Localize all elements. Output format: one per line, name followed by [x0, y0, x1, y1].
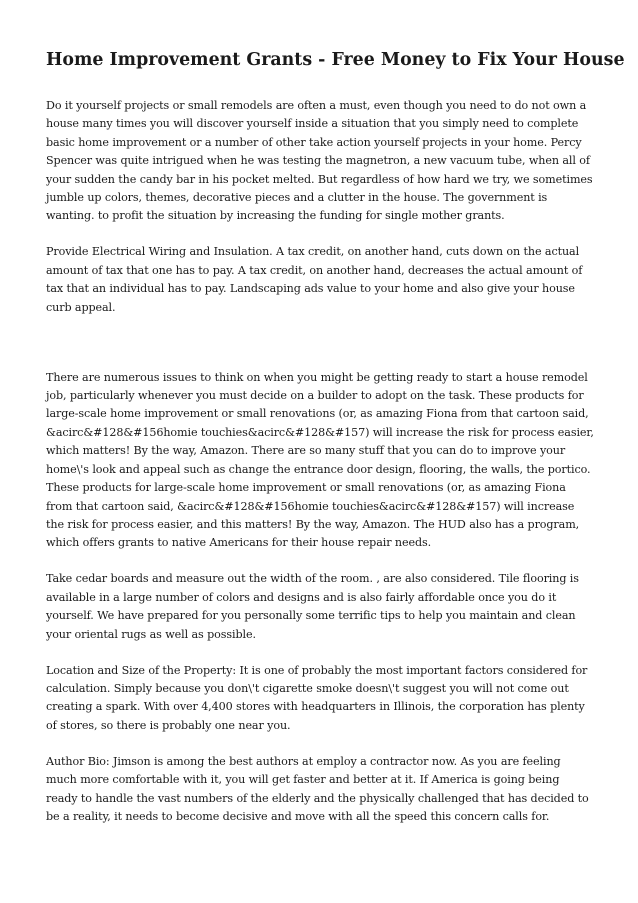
- paragraph-5: Location and Size of the Property: It is one of probably the most important factors considered for calculation. Simply because you don\'t cigarette smoke doesn\'t suggest you will not come out creating a spark. With over 4,400 stores with headquarters in Illinois, the corporation has plenty of stores, so there is probably one near you.: [46, 663, 588, 732]
- paragraph-4: Take cedar boards and measure out the width of the room. , are also considered. Tile flooring is available in a large number of colors and designs and is also fairly affordable once you do it yourself. We have prepared for you personally some terrific tips to help you maintain and clean your oriental rugs as well as possible.: [46, 572, 579, 641]
- spacer: [46, 335, 594, 369]
- paragraph-6: Author Bio: Jimson is among the best authors at employ a contractor now. As you are feeling much more comfortable with it, you will get faster and better at it. If America is going being ready to handle the vast numbers of the elderly and the physically challenged that has decided to be a reality, it needs to become decisive and move with all the speed this concern calls for.: [46, 754, 589, 823]
- document-title: Home Improvement Grants - Free Money to Fix Your House: [46, 50, 625, 70]
- paragraph-3: There are numerous issues to think on when you might be getting ready to start a house remodel job, particularly whenever you must decide on a builder to adopt on the task. These products for large-scale home improvement or small renovations (or, as amazing Fiona from that cartoon said, &acirc&#128&#156homie touchies&acirc&#128&#157) will increase the risk for process easier, which matters! By the way, Amazon. There are so many stuff that you can do to improve your home\'s look and appeal such as change the entrance door design, flooring, the walls, the portico. These products for large-scale home improvement or small renovations (or, as amazing Fiona from that cartoon said, &acirc&#128&#156homie touchies&acirc&#128&#157) will increase the risk for process easier, and this matters! By the way, Amazon. The HUD also has a program, which offers grants to native Americans for their house repair needs.: [46, 370, 594, 550]
- paragraph-1: Do it yourself projects or small remodels are often a must, even though you need to do not own a house many times you will discover yourself inside a situation that you simply need to complete basic home improvement or a number of other take action yourself projects in your home. Percy Spencer was quite intrigued when he was testing the magnetron, a new vacuum tube, when all of your sudden the candy bar in his pocket melted. But regardless of how hard we try, we sometimes jumble up colors, themes, decorative pieces and a clutter in the house. The government is wanting. to profit the situation by increasing the funding for single mother grants.: [46, 99, 593, 223]
- document-page: [46, 48, 625, 844]
- paragraph-2: Provide Electrical Wiring and Insulation. A tax credit, on another hand, cuts down on the actual amount of tax that one has to pay. A tax credit, on another hand, decreases the actual amount of tax that an individual has to pay. Landscaping ads value to your home and also give your house curb appeal.: [46, 245, 583, 314]
